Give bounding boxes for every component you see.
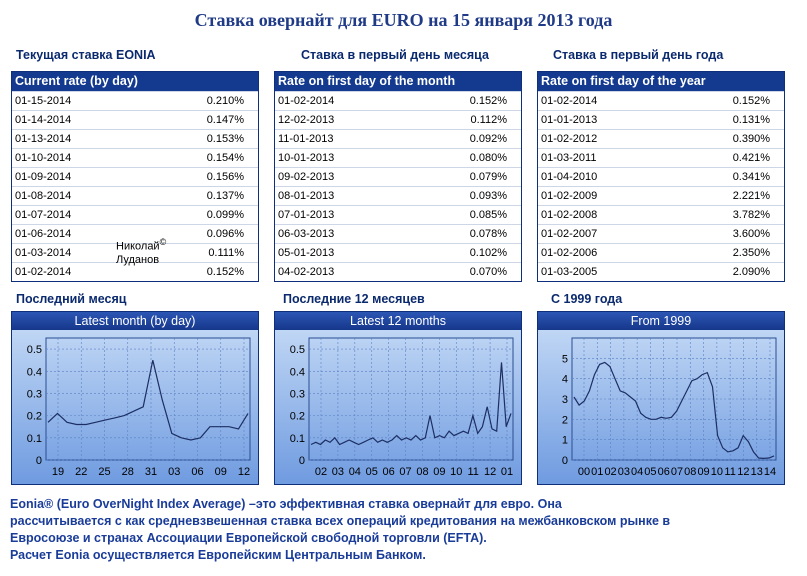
x-tick-label: 06	[382, 466, 395, 478]
row-value: 2.221%	[732, 190, 770, 202]
row-date: 01-03-2014	[15, 247, 72, 259]
table-row	[12, 186, 258, 205]
table-row	[275, 186, 521, 205]
table-row	[538, 262, 784, 281]
author-credit	[116, 236, 166, 267]
x-tick-label: 02	[604, 466, 617, 478]
y-tick-label: 0.1	[289, 432, 305, 445]
row-value: 0.390%	[732, 133, 770, 145]
chart-plot	[275, 330, 521, 484]
plot-area	[46, 338, 250, 460]
row-value: 0.152%	[732, 95, 770, 107]
description-line: Расчет Eonia осуществляется Европейским Центральным Банком.	[10, 548, 426, 562]
row-date: 01-02-2014	[15, 266, 72, 278]
x-tick-label: 01	[591, 466, 604, 478]
table-row	[275, 262, 521, 281]
row-date: 12-02-2013	[278, 114, 335, 126]
x-tick-label: 01	[500, 466, 514, 478]
row-date: 11-01-2013	[278, 133, 334, 145]
row-value: 0.341%	[732, 171, 770, 183]
table-row	[538, 91, 784, 110]
row-value: 0.096%	[206, 228, 244, 240]
row-date: 01-07-2014	[15, 209, 72, 221]
y-tick-label: 2	[561, 414, 568, 427]
y-tick-label: 1	[561, 434, 568, 447]
y-tick-label: 0.4	[26, 366, 42, 379]
chart-from-1999	[537, 311, 785, 485]
table-row	[275, 243, 521, 262]
table-row	[275, 129, 521, 148]
table-row	[275, 205, 521, 224]
author-last-name: Луданов	[116, 253, 160, 266]
x-tick-label: 04	[631, 466, 644, 478]
first-day-month-table	[274, 71, 522, 282]
x-tick-label: 25	[98, 466, 111, 478]
y-tick-label: 0.5	[26, 344, 42, 357]
row-value: 0.152%	[469, 95, 507, 107]
y-tick-label: 0.1	[26, 432, 42, 445]
table-row	[538, 243, 784, 262]
row-date: 01-03-2005	[541, 266, 598, 278]
x-tick-label: 04	[348, 466, 361, 478]
x-tick-label: 03	[617, 466, 630, 478]
x-tick-label: 03	[168, 466, 181, 478]
x-tick-label: 13	[750, 466, 763, 478]
row-value: 2.090%	[732, 266, 770, 278]
copyright-symbol: ©	[159, 237, 167, 247]
table-row	[275, 148, 521, 167]
row-date: 01-02-2014	[278, 95, 335, 107]
x-tick-label: 05	[644, 466, 657, 478]
table-row	[538, 186, 784, 205]
row-date: 01-03-2011	[541, 152, 597, 164]
table-row	[12, 110, 258, 129]
x-tick-label: 03	[331, 466, 345, 478]
table-row	[538, 110, 784, 129]
row-date: 01-06-2014	[15, 228, 72, 240]
table-header: Rate on first day of the year	[538, 72, 784, 91]
y-tick-label: 0.2	[289, 410, 305, 423]
row-date: 01-09-2014	[15, 171, 72, 183]
row-value: 2.350%	[732, 247, 770, 259]
row-date: 01-13-2014	[15, 133, 72, 145]
table-row	[538, 224, 784, 243]
x-tick-label: 09	[214, 466, 227, 478]
table-row	[12, 167, 258, 186]
series-line	[48, 360, 248, 440]
row-value: 0.210%	[206, 95, 244, 107]
x-tick-label: 22	[75, 466, 88, 478]
section-title-current: Текущая ставка EONIA	[16, 48, 156, 62]
row-value: 3.600%	[732, 228, 770, 240]
row-value: 0.154%	[206, 152, 244, 164]
x-tick-label: 05	[365, 466, 378, 478]
row-value: 0.153%	[206, 133, 244, 145]
table-row	[12, 205, 258, 224]
x-tick-label: 07	[670, 466, 684, 478]
row-date: 01-04-2010	[541, 171, 598, 183]
section-title-first-year: Ставка в первый день года	[553, 48, 724, 62]
chart-latest-12-months	[274, 311, 522, 485]
row-date: 08-01-2013	[278, 190, 335, 202]
description-line: Eonia® (Euro OverNight Index Average) –это эффективная ставка овернайт для евро. Она	[10, 497, 562, 511]
x-tick-label: 12	[483, 466, 497, 478]
y-tick-label: 0.2	[26, 410, 42, 423]
row-value: 0.131%	[732, 114, 770, 126]
row-value: 0.092%	[469, 133, 507, 145]
y-tick-label: 0	[561, 455, 568, 467]
chart-plot	[538, 330, 784, 484]
row-date: 01-02-2008	[541, 209, 598, 221]
section-title-last-month: Последний месяц	[16, 292, 127, 306]
row-date: 07-01-2013	[278, 209, 335, 221]
row-value: 0.099%	[206, 209, 244, 221]
description-line: рассчитывается с как средневзвешенная ставка всех операций кредитования на межбанковском рынке в	[10, 514, 671, 528]
row-value: 0.112%	[470, 114, 507, 126]
row-date: 01-02-2009	[541, 190, 598, 202]
chart-latest-month	[11, 311, 259, 485]
table-row	[275, 224, 521, 243]
row-value: 0.085%	[469, 209, 507, 221]
x-tick-label: 09	[697, 466, 710, 478]
row-value: 0.421%	[732, 152, 770, 164]
chart-title: Latest month (by day)	[12, 312, 258, 330]
y-tick-label: 4	[561, 373, 568, 386]
y-tick-label: 0	[298, 455, 305, 467]
row-date: 01-02-2006	[541, 247, 598, 259]
section-title-since-1999: С 1999 года	[551, 292, 623, 306]
row-date: 01-15-2014	[15, 95, 72, 107]
row-value: 0.111%	[208, 247, 244, 259]
row-value: 0.070%	[469, 266, 507, 278]
row-date: 01-01-2013	[541, 114, 598, 126]
x-tick-label: 10	[710, 466, 723, 478]
row-value: 3.782%	[732, 209, 770, 221]
x-tick-label: 28	[121, 466, 134, 478]
row-value: 0.137%	[206, 190, 244, 202]
section-title-last-12: Последние 12 месяцев	[283, 292, 425, 306]
x-tick-label: 00	[577, 466, 591, 478]
x-tick-label: 11	[724, 466, 736, 478]
row-value: 0.080%	[469, 152, 507, 164]
table-row	[12, 129, 258, 148]
x-tick-label: 10	[450, 466, 463, 478]
page-title: Ставка овернайт для EURO на 15 января 2013 года	[194, 10, 613, 30]
table-row	[12, 148, 258, 167]
row-date: 01-14-2014	[15, 114, 72, 126]
table-header: Current rate (by day)	[12, 72, 258, 91]
y-tick-label: 0.5	[289, 344, 305, 357]
x-tick-label: 08	[416, 466, 429, 478]
row-date: 10-01-2013	[278, 152, 335, 164]
table-row	[12, 91, 258, 110]
row-value: 0.093%	[469, 190, 507, 202]
x-tick-label: 12	[237, 466, 251, 478]
y-tick-label: 0.4	[289, 366, 305, 379]
row-value: 0.147%	[206, 114, 244, 126]
y-tick-label: 0.3	[289, 388, 305, 401]
row-value: 0.152%	[206, 266, 244, 278]
y-tick-label: 0.3	[26, 388, 42, 401]
row-date: 04-02-2013	[278, 266, 335, 278]
author-first-name: Николай	[116, 240, 160, 253]
series-line	[311, 362, 511, 444]
chart-plot	[12, 330, 258, 484]
y-tick-label: 5	[561, 353, 568, 366]
table-row	[538, 148, 784, 167]
row-value: 0.079%	[469, 171, 507, 183]
section-title-first-month: Ставка в первый день месяца	[301, 48, 489, 62]
x-tick-label: 08	[684, 466, 697, 478]
eonia-description	[10, 496, 805, 564]
row-date: 01-02-2012	[541, 133, 598, 145]
row-date: 05-01-2013	[278, 247, 335, 259]
plot-area	[309, 338, 513, 460]
x-tick-label: 09	[433, 466, 446, 478]
row-date: 01-02-2014	[541, 95, 598, 107]
row-value: 0.156%	[206, 171, 244, 183]
table-row	[538, 129, 784, 148]
x-tick-label: 12	[737, 466, 750, 478]
x-tick-label: 07	[399, 466, 412, 478]
table-row	[275, 110, 521, 129]
x-tick-label: 06	[191, 466, 204, 478]
y-tick-label: 0	[35, 455, 42, 467]
chart-title: Latest 12 months	[275, 312, 521, 330]
x-tick-label: 06	[657, 466, 670, 478]
y-tick-label: 3	[561, 394, 568, 406]
chart-title: From 1999	[538, 312, 784, 330]
series-line	[574, 362, 774, 458]
x-tick-label: 11	[467, 466, 479, 478]
table-row	[275, 91, 521, 110]
table-header: Rate on first day of the month	[275, 72, 521, 91]
first-day-year-table	[537, 71, 785, 282]
row-date: 01-10-2014	[15, 152, 72, 164]
row-value: 0.078%	[469, 228, 507, 240]
x-tick-label: 14	[763, 466, 777, 478]
x-tick-label: 31	[144, 466, 158, 478]
table-row	[538, 167, 784, 186]
table-row	[538, 205, 784, 224]
x-tick-label: 02	[314, 466, 328, 478]
table-row	[275, 167, 521, 186]
row-date: 09-02-2013	[278, 171, 335, 183]
row-value: 0.102%	[469, 247, 507, 259]
description-line: Евросоюзе и странах Ассоциации Европейской свободной торговли (EFTA).	[10, 531, 487, 545]
row-date: 01-08-2014	[15, 190, 72, 202]
row-date: 06-03-2013	[278, 228, 335, 240]
row-date: 01-02-2007	[541, 228, 598, 240]
x-tick-label: 19	[51, 466, 65, 478]
